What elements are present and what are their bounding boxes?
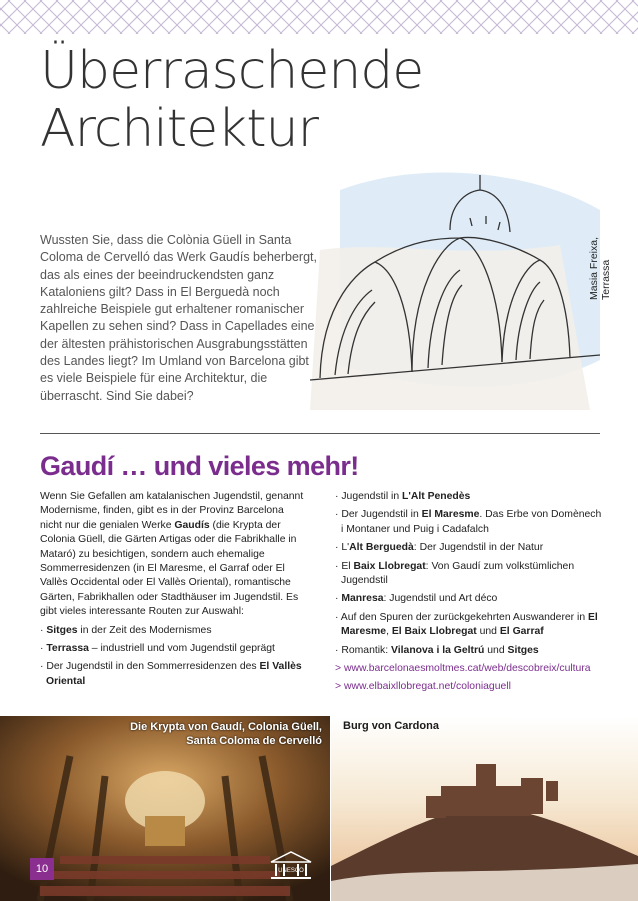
photo1-caption: Die Krypta von Gaudí, Colonia Güell, Santa Coloma de Cervelló: [130, 721, 322, 747]
masia-freixa-sketch: [300, 150, 610, 430]
list-item: · Terrassa – industriell und vom Jugendstil geprägt: [40, 643, 275, 655]
side-caption: Masia Freixa, Terrassa: [588, 236, 612, 300]
unesco-label: UNESCO: [278, 868, 304, 874]
list-item: · Auf den Spuren der zurückgekehrten Auswanderer in El Maresme, El Baix Llobregat und El Garraf: [335, 611, 598, 638]
list-item: · Der Jugendstil in El Maresme. Das Erbe von Domènech i Montaner und Puig i Cadafalch: [335, 509, 602, 535]
top-pattern-band: [0, 0, 638, 34]
list-item: · Manresa: Jugendstil und Art déco: [335, 593, 498, 605]
unesco-logo: [268, 850, 314, 886]
text-column-left: [40, 490, 305, 693]
text-column-right: [335, 490, 605, 699]
list-item: · Romantik: Vilanova i la Geltrú und Sitges: [335, 644, 539, 656]
divider-line: [40, 433, 600, 434]
page-title: Überraschende Architektur: [40, 41, 424, 159]
link-coloniaguell[interactable]: > www.elbaixllobregat.net/coloniaguell: [335, 681, 511, 693]
list-item: · L'Alt Berguedà: Der Jugendstil in der Natur: [335, 542, 544, 554]
section-heading: Gaudí … und vieles mehr!: [40, 451, 359, 481]
page-number: 10: [30, 858, 54, 880]
list-item: · Der Jugendstil in den Sommerresidenzen des El Vallès Oriental: [40, 661, 302, 687]
list-item: · Sitges in der Zeit des Modernismes: [40, 624, 212, 636]
castle-photo: [331, 716, 638, 901]
link-cultura[interactable]: > www.barcelonaesmoltmes.cat/web/descobreix/cultura: [335, 663, 591, 675]
list-item: · El Baix Llobregat: Von Gaudí zum volkstümlichen Jugendstil: [335, 560, 575, 587]
photo2-caption: Burg von Cardona: [343, 720, 439, 732]
col1-paragraph: Wenn Sie Gefallen am katalanischen Jugendstil, genannt Modernisme, finden, gibt es in der Provinz Barcelona nicht nur die genialen Werke Gaudís (die Krypta der Colonia Güell, die Gärten Artigas oder die Fabrikhalle in Mataró) zu besichtigen, sondern auch ehemalige Sommerresidenzen (in El Maresme, el Garraf oder El Vallès Occidental oder El Vallès Oriental), romantische Gärten, Fabrikhallen oder Stadthäuser im Jugendstil. Es gibt vieles interessante Routen zur Auswahl:: [40, 491, 304, 618]
list-item: · Jugendstil in L'Alt Penedès: [335, 491, 471, 502]
intro-paragraph: Wussten Sie, dass die Colònia Güell in Santa Coloma de Cervelló das Werk Gaudís beherbergt, das als eines der beeindruckendsten ganz Kataloniens gilt? Dass in El Berguedà noch zahlreiche Beispiele gut erhaltener romanischer Kapellen zu sehen sind? Dass in Capellades eine der ältesten prähistorischen Ausgrabungsstätten des Landes liegt? Im Umland von Barcelona gibt es viele Beispiele für eine Architektur, die überrascht. Sind Sie dabei?: [40, 233, 317, 403]
